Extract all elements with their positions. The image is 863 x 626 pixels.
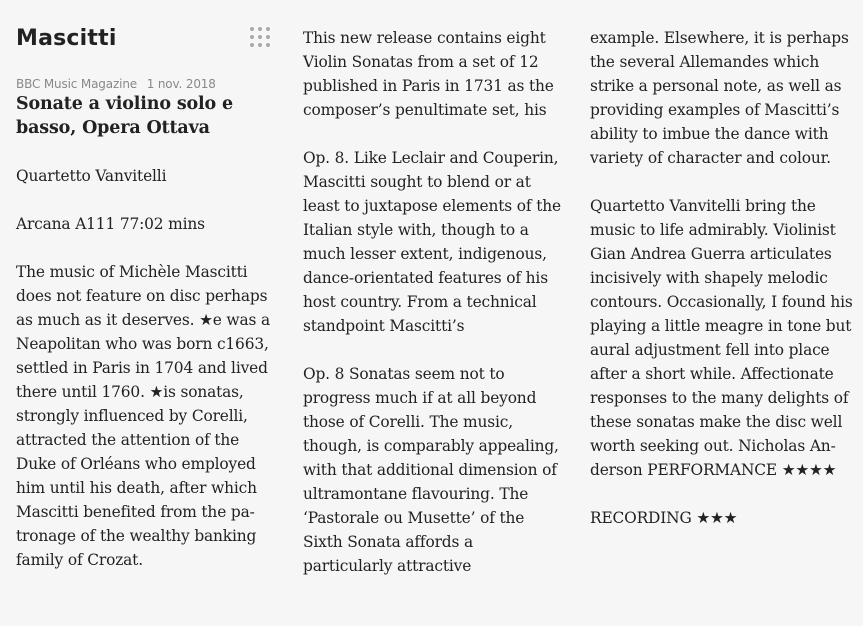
paragraph-1: The music of Michèle Mascitti does not feature on disc perhaps as much as it deserves. ★e was a Neapolitan who was born c1663, settled in Paris in 1704 and lived there until 1760. ★is sonatas, strongly influenced by Corelli, attracted the attention of the Duke of Orléans who employed him until his death, after which Mascitti benefited from the patronage of the wealthy banking family of Crozat. <box>16 263 270 569</box>
label-info-line: Arcana A111 77:02 mins <box>16 215 205 233</box>
grip-dot <box>258 43 262 47</box>
grip-dot <box>250 43 254 47</box>
drag-handle-icon[interactable] <box>250 27 272 47</box>
column-1 <box>16 26 278 572</box>
paragraph-6: Quartetto Vanvitelli bring the music to life admirably. Violinist Gian Andrea Guerra articulates incisively with shapely melodic contours. Occasionally, I found his playing a little meagre in tone but aural adjustment fell into place after a short while. Affectionate responses to the many delights of these sonatas make the disc well worth seeking out. Nicholas Anderson PERFORMANCE ★★★★ <box>590 197 853 479</box>
grip-dot <box>266 35 270 39</box>
source-name: BBC Music Magazine <box>16 77 138 91</box>
article-title: Mascitti <box>16 26 117 51</box>
article-meta <box>16 76 278 92</box>
grip-dot <box>258 35 262 39</box>
rating-recording: RECORDING ★★★ <box>590 509 738 527</box>
grip-dot <box>266 43 270 47</box>
performer-line: Quartetto Vanvitelli <box>16 167 167 185</box>
article-subtitle: Sonate a violino solo e basso, Opera Ottava <box>16 94 234 138</box>
column-3 <box>590 26 856 530</box>
paragraph-5: example. Elsewhere, it is perhaps the several Allemandes which strike a personal note, as well as providing examples of Mascitti’s ability to imbue the dance with variety of character and colour. <box>590 29 849 167</box>
grip-dot <box>258 27 262 31</box>
publish-date: 1 nov. 2018 <box>146 77 216 91</box>
column-2 <box>303 26 565 578</box>
grip-dot <box>266 27 270 31</box>
paragraph-3: Op. 8. Like Leclair and Couperin, Mascitti sought to blend or at least to juxtapose elements of the Italian style with, though to a much lesser extent, indigenous, dance-orientated features of his host country. From a technical standpoint Mascitti’s <box>303 149 561 335</box>
paragraph-4: Op. 8 Sonatas seem not to progress much if at all beyond those of Corelli. The music, though, is comparably appealing, with that additional dimension of ultramontane flavouring. The ‘Pastorale ou Musette’ of the Sixth Sonata affords a particularly attractive <box>303 365 559 575</box>
grip-dot <box>250 27 254 31</box>
paragraph-2: This new release contains eight Violin Sonatas from a set of 12 published in Paris in 1731 as the composer’s penultimate set, his <box>303 29 554 119</box>
grip-dot <box>250 35 254 39</box>
